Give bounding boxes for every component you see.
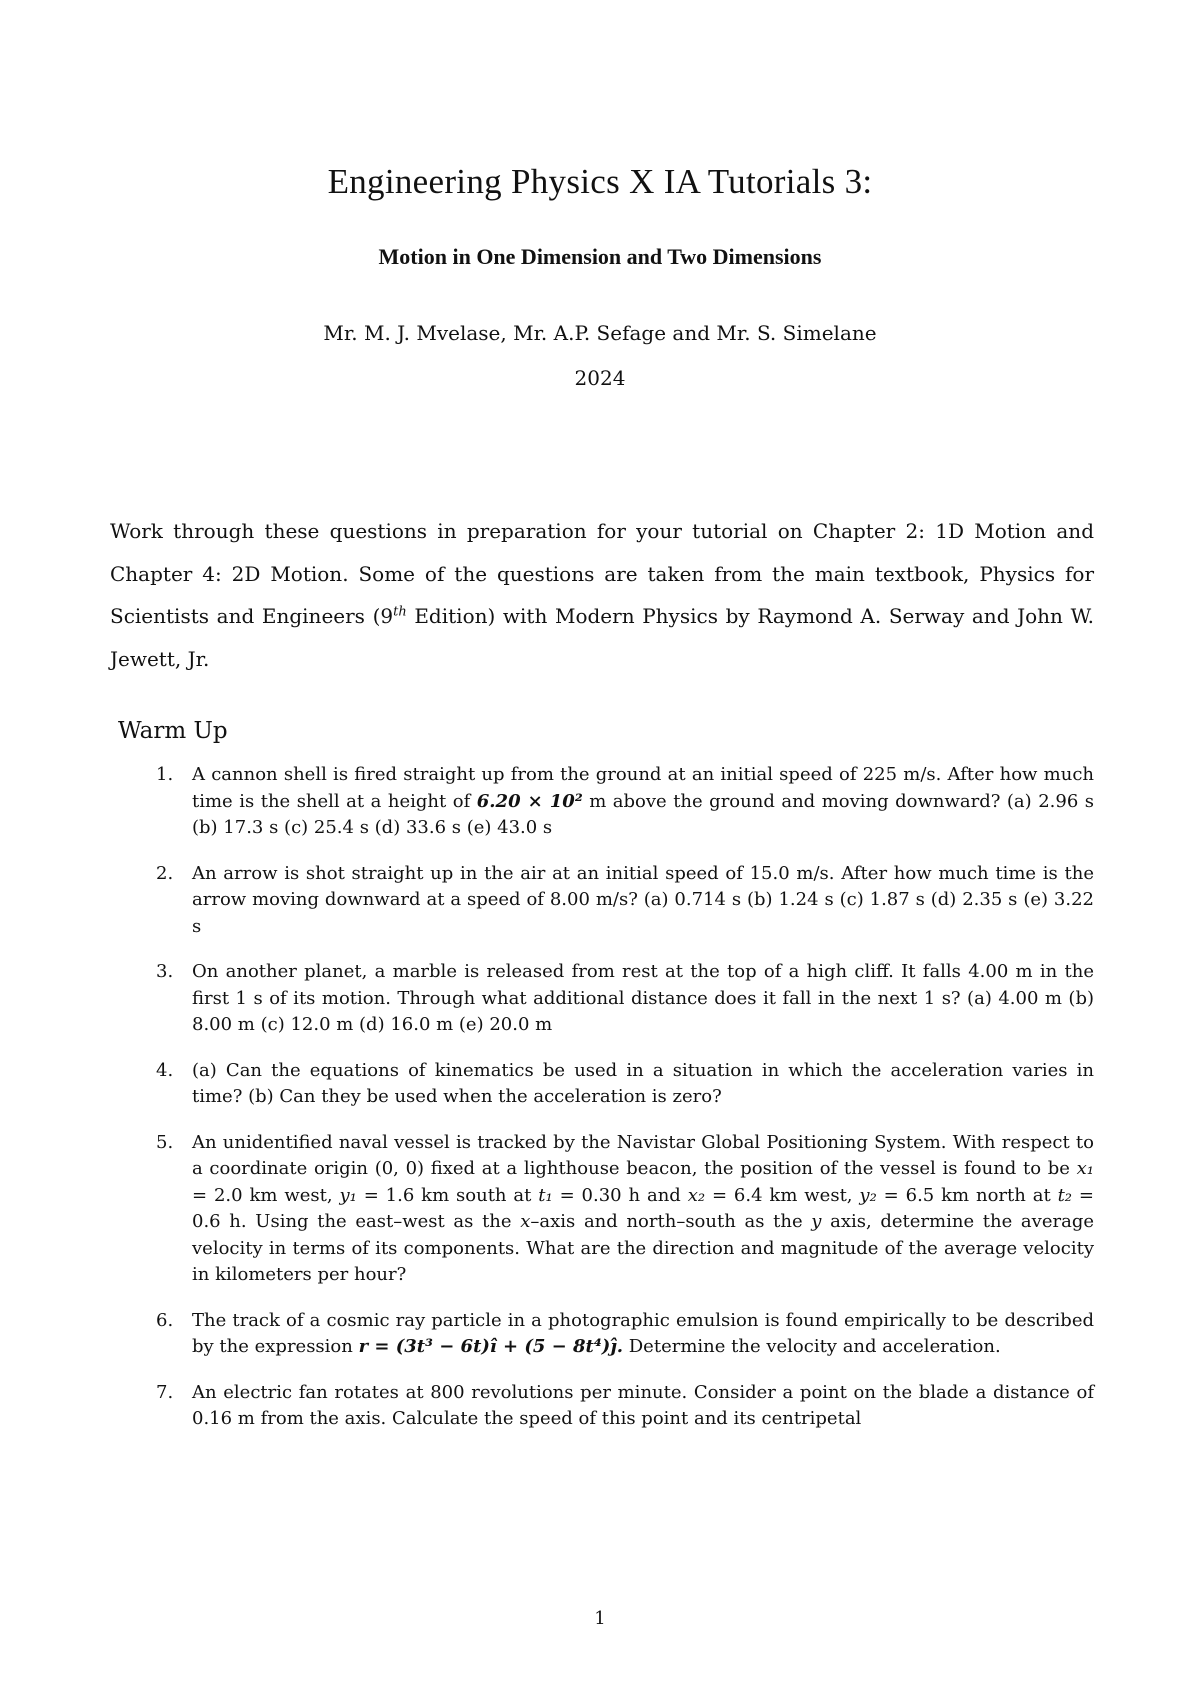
math-variable: y (811, 1211, 822, 1232)
question-5 (150, 1130, 1094, 1289)
math-variable: x (520, 1211, 531, 1232)
question-text: An arrow is shot straight up in the air at an initial speed of 15.0 m/s. After how much time is the arrow moving downward at a speed of 8.00 m/s? (a) 0.714 s (b) 1.24 s (c) 1.87 s (d) 2.35 s (e) 3.22 s (192, 862, 1094, 937)
question-text: axis, determine the average velocity in terms of its components. What are the direction and magnitude of the average velocity in kilometers per hour? (192, 1211, 1094, 1285)
question-number: 4. (156, 1059, 174, 1081)
page-number: 1 (594, 1608, 606, 1629)
question-text: –axis and north–south as the (530, 1211, 812, 1232)
math-variable: x₁ (1076, 1158, 1094, 1179)
authors-line: Mr. M. J. Mvelase, Mr. A.P. Sefage and Mr. S. Simelane (323, 321, 877, 345)
question-7 (150, 1380, 1094, 1433)
page-subtitle: Motion in One Dimension and Two Dimensions (378, 244, 822, 269)
question-text: = 6.5 km north at (876, 1184, 1058, 1206)
math-variable: y₂ (859, 1184, 877, 1206)
question-text: = 6.4 km west, (705, 1184, 860, 1206)
math-variable: t₂ (1057, 1184, 1073, 1206)
page-title: Engineering Physics X IA Tutorials 3: (327, 162, 873, 201)
math-variable: t₁ (538, 1184, 553, 1206)
year-line: 2024 (574, 366, 626, 390)
question-1 (150, 762, 1094, 842)
question-text: On another planet, a marble is released from rest at the top of a high cliff. It falls 4.00 m in the first 1 s of its motion. Through what additional distance does it fall in the next 1 s? (a) 4.00 m (b) 8.00 m (c) 12.0 m (d) 16.0 m (e) 20.0 m (192, 961, 1094, 1035)
question-list (150, 762, 1094, 1452)
intro-paragraph (110, 510, 1094, 680)
question-4 (150, 1058, 1094, 1111)
question-text: = 0.6 h. Using the east–west as the (192, 1184, 1094, 1232)
question-3 (150, 959, 1094, 1039)
question-text: = 1.6 km south at (356, 1184, 539, 1206)
question-number: 6. (156, 1309, 174, 1331)
question-number: 5. (156, 1131, 174, 1153)
question-text: (a) Can the equations of kinematics be used in a situation in which the acceleration varies in time? (b) Can they be used when the acceleration is zero? (192, 1059, 1094, 1107)
question-text: = 2.0 km west, (192, 1184, 340, 1206)
intro-text-end: Edition) with Modern Physics by Raymond A. Serway and John W. Jewett, Jr. (110, 604, 1094, 671)
question-2 (150, 861, 1094, 941)
intro-superscript: th (393, 604, 407, 620)
math-expression: 6.20 × 10² (476, 790, 583, 812)
question-number: 1. (156, 764, 174, 785)
math-expression: r = (3t³ − 6t)î + (5 − 8t⁴)ĵ. (358, 1336, 624, 1357)
question-number: 2. (156, 862, 174, 884)
question-text: Determine the velocity and acceleration. (623, 1336, 1001, 1357)
intro-text-start: Work through these questions in preparation for your tutorial on Chapter 2: 1D Motion and Chapter 4: 2D Motion. Some of the questions are taken from the main textbook, Physics for Scientists and Engineers (9 (110, 519, 1094, 628)
question-text: A cannon shell is fired straight up from the ground at an initial speed of 225 m/s. After how much time is the shell at a height of (192, 764, 1094, 812)
math-variable: x₂ (687, 1184, 706, 1206)
question-text: An electric fan rotates at 800 revolutions per minute. Consider a point on the blade a distance of 0.16 m from the axis. Calculate the speed of this point and its centripetal (192, 1381, 1094, 1429)
question-6 (150, 1308, 1094, 1361)
question-text: m above the ground and moving downward? (a) 2.96 s (b) 17.3 s (c) 25.4 s (d) 33.6 s (e) 43.0 s (192, 790, 1095, 838)
question-number: 7. (156, 1381, 174, 1403)
math-variable: y₁ (339, 1184, 357, 1206)
question-text: = 0.30 h and (552, 1184, 688, 1206)
question-text: An unidentified naval vessel is tracked by the Navistar Global Positioning System. With respect to a coordinate origin (0, 0) fixed at a lighthouse beacon, the position of the vessel is found to be (192, 1131, 1094, 1179)
section-heading-warm-up: Warm Up (118, 718, 228, 744)
question-text: The track of a cosmic ray particle in a photographic emulsion is found empirically to be described by the expression (192, 1309, 1094, 1357)
question-number: 3. (156, 961, 174, 982)
